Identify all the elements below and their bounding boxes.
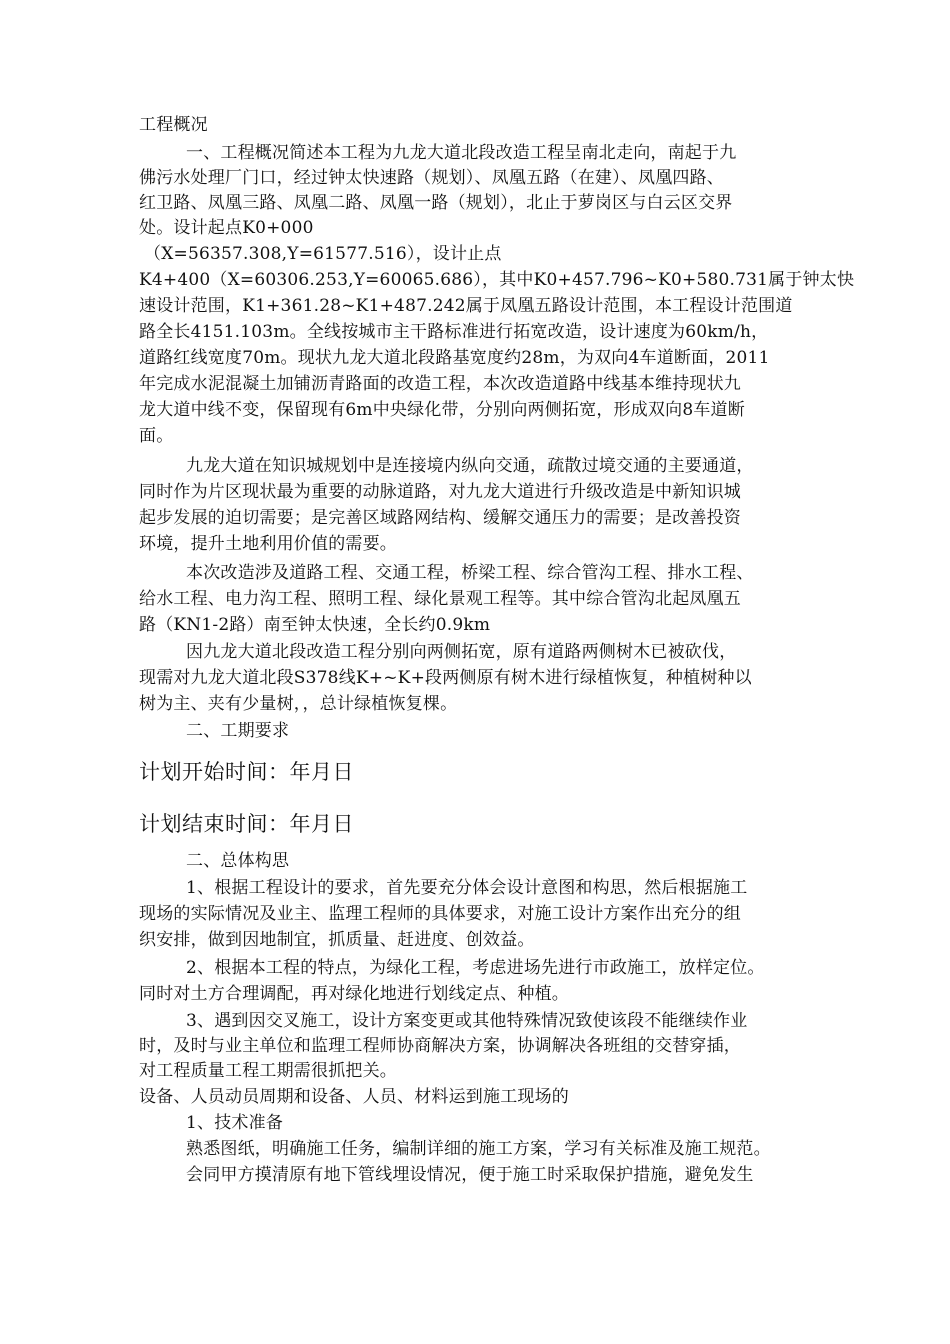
text-line: 路（KN1-2路）南至钟太快速，全长约0.9km (139, 615, 491, 635)
text-line: 年完成水泥混凝土加铺沥青路面的改造工程，本次改造道路中线基本维持现状九 (139, 374, 741, 394)
text-line: 同时作为片区现状最为重要的动脉道路，对九龙大道进行升级改造是中新知识城 (139, 482, 741, 502)
plan-end-time: 计划结束时间：年月日 (139, 812, 354, 836)
text-line: 龙大道中线不变，保留现有6m中央绿化带，分别向两侧拓宽，形成双向8车道断 (139, 400, 745, 420)
text-line: 1、根据工程设计的要求，首先要充分体会设计意图和构思，然后根据施工 (186, 878, 748, 898)
text-line: 熟悉图纸，明确施工任务，编制详细的施工方案，学习有关标准及施工规范。 (186, 1139, 771, 1159)
text-line: 现需对九龙大道北段S378线K+~K+段两侧原有树木进行绿植恢复，种植树种以 (139, 668, 752, 688)
text-line: 现场的实际情况及业主、监理工程师的具体要求，对施工设计方案作出充分的组 (139, 904, 741, 924)
text-line: 本次改造涉及道路工程、交通工程，桥梁工程、综合管沟工程、排水工程、 (186, 563, 754, 583)
plan-start-time: 计划开始时间：年月日 (139, 760, 354, 784)
text-line: 红卫路、凤凰三路、凤凰二路、凤凰一路（规划），北止于萝岗区与白云区交界 (139, 193, 733, 213)
section-heading-concept: 二、总体构思 (186, 851, 290, 871)
text-line: （X=56357.308,Y=61577.516），设计止点 (144, 244, 502, 264)
text-line: 给水工程、电力沟工程、照明工程、绿化景观工程等。其中综合管沟北起凤凰五 (139, 589, 741, 609)
text-line: K4+400（X=60306.253,Y=60065.686），其中K0+457.796~K0+580.731属于钟太快 (139, 270, 855, 290)
text-line: 3、遇到因交叉施工，设计方案变更或其他特殊情况致使该段不能继续作业 (186, 1011, 748, 1031)
text-line: 一、工程概况简述本工程为九龙大道北段改造工程呈南北走向，南起于九 (186, 143, 737, 163)
section-heading-schedule: 二、工期要求 (186, 721, 290, 741)
text-line: 时，及时与业主单位和监理工程师协商解决方案，协调解决各班组的交替穿插， (139, 1036, 741, 1056)
text-line: 处。设计起点K0+000 (139, 218, 314, 238)
text-line: 速设计范围，K1+361.28~K1+487.242属于凤凰五路设计范围，本工程设计范围道 (139, 296, 793, 316)
text-line: 九龙大道在知识城规划中是连接境内纵向交通，疏散过境交通的主要通道， (186, 456, 754, 476)
text-line: 环境，提升土地利用价值的需要。 (139, 534, 397, 554)
text-line: 树为主、夹有少量树，，总计绿植恢复棵。 (139, 694, 458, 714)
text-line: 佛污水处理厂门口，经过钟太快速路（规划）、凤凰五路（在建）、凤凰四路、 (139, 168, 724, 188)
text-line: 设备、人员动员周期和设备、人员、材料运到施工现场的 (139, 1087, 569, 1107)
text-line: 起步发展的迫切需要；是完善区域路网结构、缓解交通压力的需要；是改善投资 (139, 508, 741, 528)
text-line: 同时对土方合理调配，再对绿化地进行划线定点、种植。 (139, 984, 569, 1004)
subheading-tech-prep: 1、技术准备 (186, 1113, 284, 1133)
text-line: 路全长4151.103m。全线按城市主干路标准进行拓宽改造，设计速度为60km/h， (139, 322, 769, 342)
text-line: 道路红线宽度70m。现状九龙大道北段路基宽度约28m，为双向4车道断面，2011 (139, 348, 770, 368)
text-line: 因九龙大道北段改造工程分别向两侧拓宽，原有道路两侧树木已被砍伐， (186, 642, 737, 662)
text-line: 会同甲方摸清原有地下管线埋设情况，便于施工时采取保护措施，避免发生 (186, 1165, 754, 1185)
text-line: 对工程质量工程工期需很抓把关。 (139, 1061, 397, 1081)
section-heading-overview: 工程概况 (139, 115, 208, 135)
text-line: 面。 (139, 426, 174, 446)
text-line: 2、根据本工程的特点，为绿化工程，考虑进场先进行市政施工，放样定位。 (186, 958, 765, 978)
text-line: 织安排，做到因地制宜，抓质量、赶进度、创效益。 (139, 930, 535, 950)
